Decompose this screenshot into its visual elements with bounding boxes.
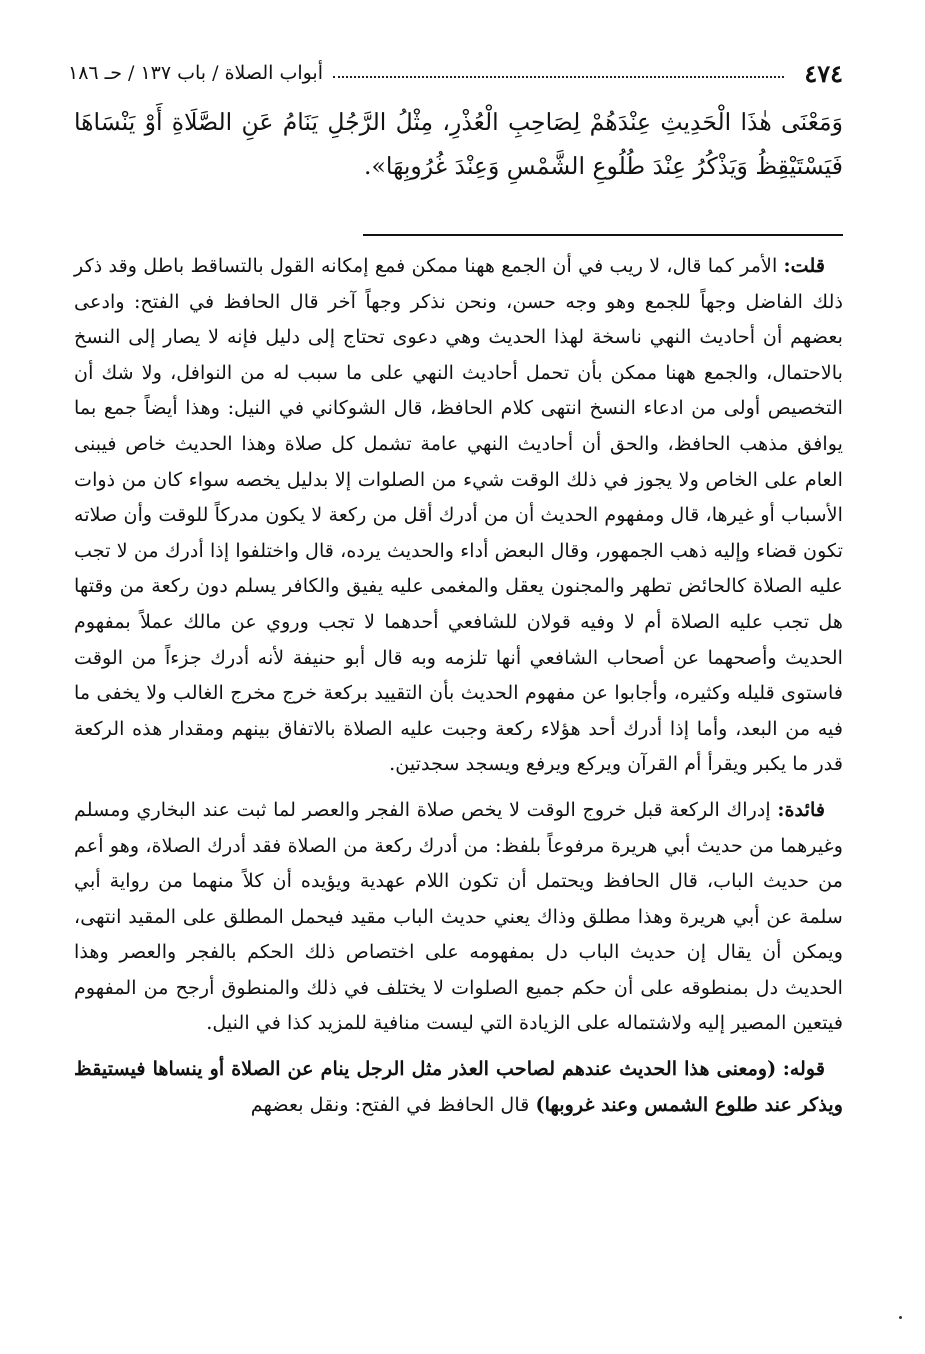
- paragraph-text: قال الحافظ في الفتح: ونقل بعضهم: [250, 1092, 530, 1116]
- commentary: [74, 248, 843, 1122]
- commentary-paragraph-2: [74, 792, 843, 1041]
- header-dotted-leader: [333, 76, 784, 78]
- page-number: ٤٧٤: [804, 58, 843, 88]
- footnote-separator: [363, 234, 843, 236]
- paragraph-lead: قلت:: [783, 254, 825, 277]
- hadith-text: وَمَعْنَى هٰذَا الْحَدِيثِ عِنْدَهُمْ لِصَاحِبِ الْعُذْرِ، مِثْلُ الرَّجُلِ يَنَامُ عَنِ الصَّلَاةِ أَوْ يَنْسَاهَا فَيَسْتَيْقِظُ وَيَذْكُرُ عِنْدَ طُلُوعِ الشَّمْسِ وَعِنْدَ غُرُوبِهَا».: [74, 108, 843, 180]
- paragraph-text: الأمر كما قال، لا ريب في أن الجمع ههنا ممكن فمع إمكانه القول بالتساقط باطل وقد ذكر ذلك الفاضل وجهاً للجمع وهو وجه حسن، ونحن نذكر وجهاً آخر قال الحافظ في الفتح: وادعى بعضهم أن أحاديث النهي ناسخة لهذا الحديث وهي دعوى تحتاج إلى دليل فإنه لا يصار إلى النسخ بالاحتمال، والجمع ههنا ممكن بأن تحمل أحاديث النهي على ما سبب له من النوافل، ولا شك أن التخصيص أولى من ادعاء النسخ انتهى كلام الحافظ، قال الشوكاني في النيل: وهذا أيضاً جمع بما يوافق مذهب الحافظ، والحق أن أحاديث النهي عامة تشمل كل صلاة وهذا الحديث خاص فيبنى العام على الخاص ولا يجوز في ذلك الوقت شيء من الصلوات إلا بدليل يخصه سواء كان من ذوات الأسباب أو غيرها، قال ومفهوم الحديث أن من أدرك أقل من ركعة لا يكون مدركاً للوقت وأن صلاته تكون قضاء وإليه ذهب الجمهور، وقال البعض أداء والحديث يرده، قال واختلفوا إذا أدرك من لا تجب عليه الصلاة كالحائض تطهر والمجنون يعقل والمغمى عليه يفيق والكافر يسلم دون ركعة من وقتها هل تجب عليه الصلاة أم لا وفيه قولان للشافعي أحدهما لا تجب وروي عن مالك عملاً بمفهوم الحديث وأصحهما عن أصحاب الشافعي أنها تلزمه وبه قال أبو حنيفة لأنه أدرك جزءاً من الوقت فاستوى قليله وكثيره، وأجابوا عن مفهوم الحديث بأن التقييد بركعة خرج مخرج الغالب ولا يخفى ما فيه من البعد، وأما إذا أدرك أحد هؤلاء ركعة وجبت عليه الصلاة بالاتفاق بينهم ومقدار هذه الركعة قدر ما يكبر ويقرأ أم القرآن ويركع ويرفع ويسجد سجدتين.: [74, 254, 843, 776]
- paragraph-text: إدراك الركعة قبل خروج الوقت لا يخص صلاة الفجر والعصر لما ثبت عند البخاري ومسلم وغيرهما من حديث أبي هريرة مرفوعاً بلفظ: من أدرك ركعة من الصلاة فقد أدرك الصلاة، وهو أعم من حديث الباب، قال الحافظ ويحتمل أن تكون اللام عهدية ويؤيده أن كلاً منهما من رواية أبي سلمة عن أبي هريرة وهذا مطلق وذاك يعني حديث الباب مقيد فيحمل المطلق على المقيد انتهى، ويمكن أن يقال إن حديث الباب دل بمفهومه على اختصاص ذلك الحكم بالفجر والعصر وهذا الحديث دل بمنطوقه على أن حكم جميع الصلوات لا يختلف في ذلك والمنطوق أرجح من المفهوم فيتعين المصير إليه ولاشتماله على الزيادة التي ليست منافية للمزيد كذا في النيل.: [74, 797, 843, 1035]
- running-title: أبواب الصلاة / باب ١٣٧ / حـ ١٨٦: [68, 62, 324, 84]
- paragraph-lead: فائدة:: [777, 797, 825, 821]
- margin-dot: [899, 1316, 902, 1319]
- paragraph-lead: قوله:: [782, 1057, 825, 1081]
- commentary-paragraph-3: [74, 1051, 843, 1122]
- page-header: [68, 56, 843, 90]
- quoted-matn: (ومعنى هذا الحديث عندهم لصاحب العذر مثل الرجل ينام عن الصلاة أو ينساها فيستيقظ ويذكر عند طلوع الشمس وعند غروبها): [74, 1057, 843, 1116]
- commentary-paragraph-1: [74, 248, 843, 782]
